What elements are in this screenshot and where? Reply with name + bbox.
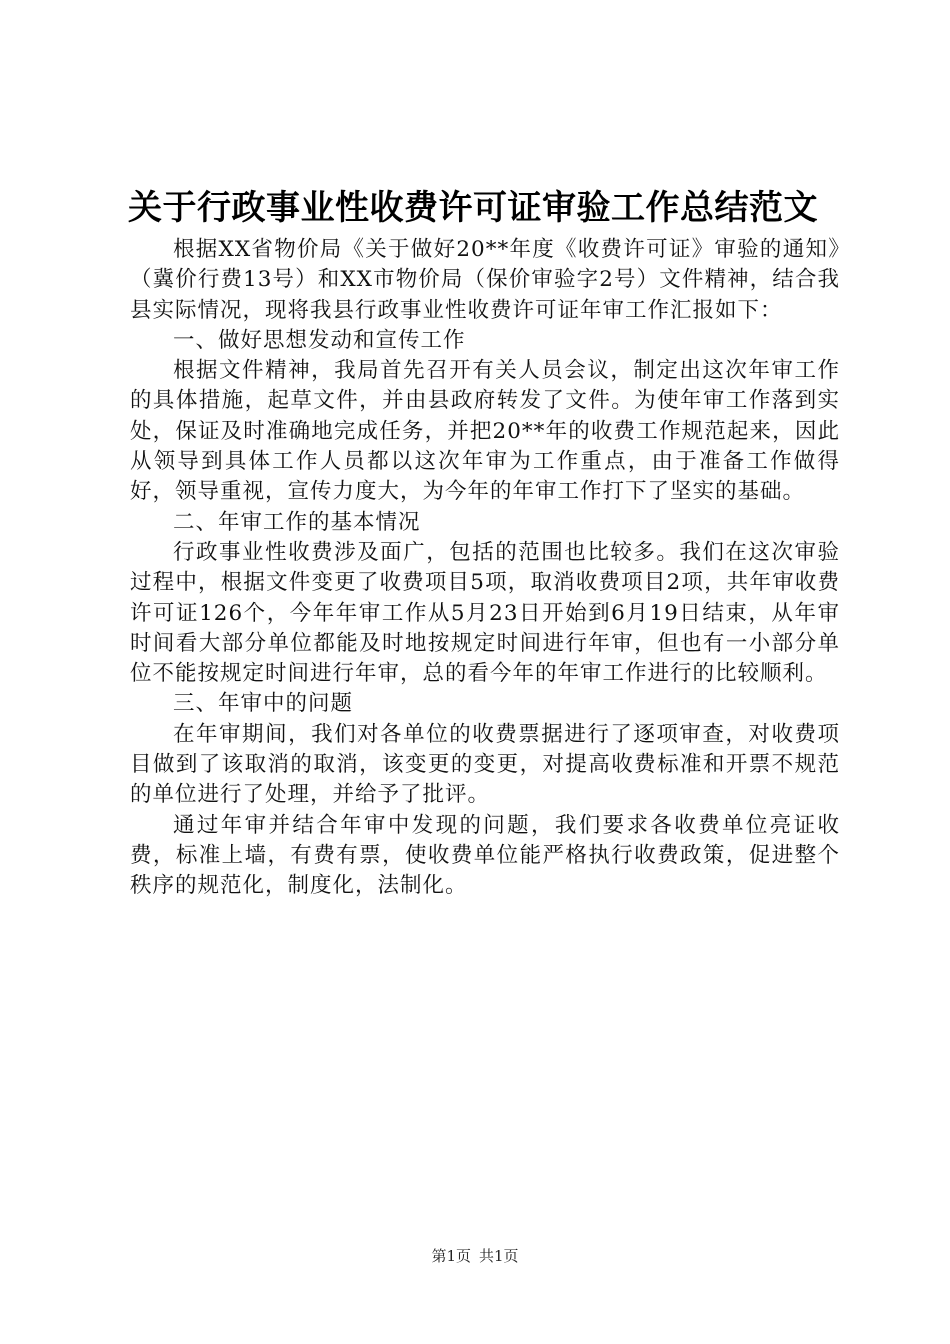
paragraph-intro: 根据XX省物价局《关于做好20**年度《收费许可证》审验的通知》（冀价行费13号）和XX市物价局（保价审验字2号）文件精神，结合我县实际情况，现将我县行政事业性收费许可证年审工作汇报如下： (130, 237, 840, 323)
page-number-total: 共1页 (479, 1247, 519, 1265)
page-number-current: 第1页 (431, 1247, 471, 1265)
page-footer (0, 1246, 950, 1266)
document-body (130, 235, 840, 902)
section-heading-3: 三、年审中的问题 (173, 691, 354, 717)
document-title: 关于行政事业性收费许可证审验工作总结范文 (128, 188, 818, 228)
paragraph-section-1: 根据文件精神，我局首先召开有关人员会议，制定出这次年审工作的具体措施，起草文件，并由县政府转发了文件。为使年审工作落到实处，保证及时准确地完成任务，并把20**年的收费工作规范起来，因此从领导到具体工作人员都以这次年审为工作重点，由于准备工作做得好，领导重视，宣传力度大，为今年的年审工作打下了坚实的基础。 (130, 358, 840, 505)
paragraph-section-2: 行政事业性收费涉及面广，包括的范围也比较多。我们在这次审验过程中，根据文件变更了收费项目5项，取消收费项目2项，共年审收费许可证126个，今年年审工作从5月23日开始到6月19日结束，从年审时间看大部分单位都能及时地按规定时间进行年审，但也有一小部分单位不能按规定时间进行年审，总的看今年的年审工作进行的比较顺利。 (130, 539, 840, 687)
section-heading-1: 一、做好思想发动和宣传工作 (173, 327, 466, 353)
paragraph-conclusion: 通过年审并结合年审中发现的问题，我们要求各收费单位亮证收费，标准上墙，有费有票，使收费单位能严格执行收费政策，促进整个秩序的规范化，制度化，法制化。 (130, 812, 840, 899)
section-heading-2: 二、年审工作的基本情况 (173, 509, 421, 535)
paragraph-section-3: 在年审期间，我们对各单位的收费票据进行了逐项审查，对收费项目做到了该取消的取消，该变更的变更，对提高收费标准和开票不规范的单位进行了处理，并给予了批评。 (130, 721, 840, 808)
